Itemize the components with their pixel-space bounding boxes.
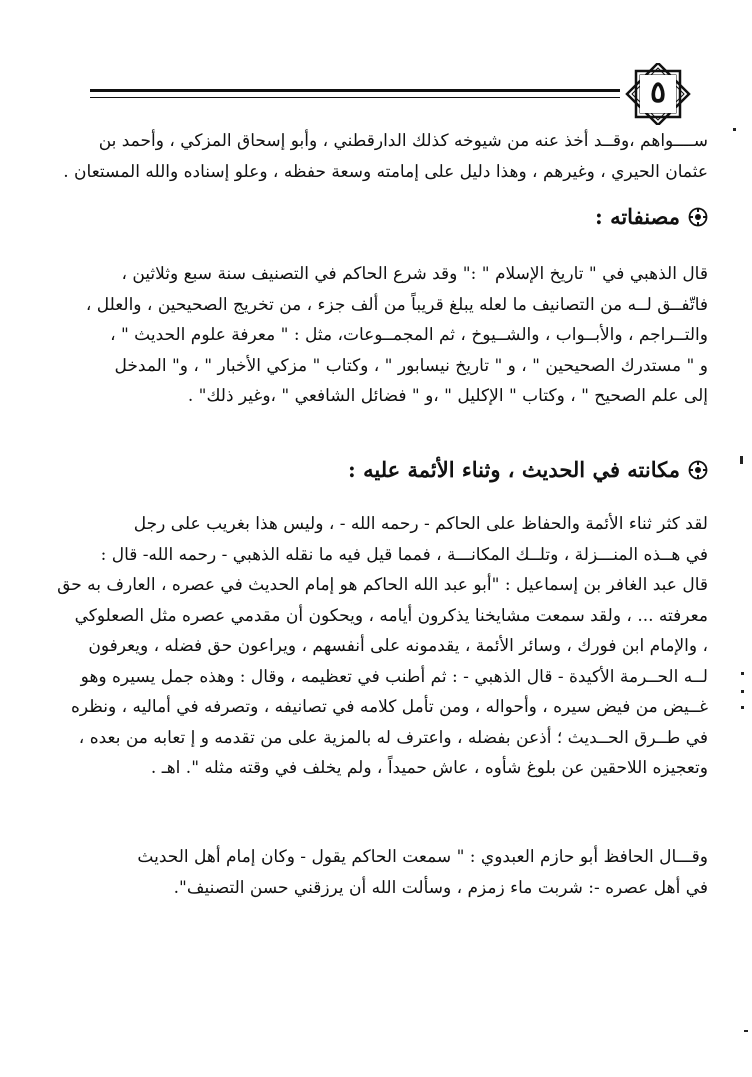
scan-speck bbox=[744, 1030, 748, 1032]
text-line: والتــراجم ، والأبــواب ، والشــيوخ ، ثم المجمــوعات، مثل : " معرفة علوم الحديث " ، bbox=[110, 325, 708, 345]
text-line: إلى علم الصحيح " ، وكتاب " الإكليل " ،و " فضائل الشافعي " ،وغير ذلك" . bbox=[187, 386, 708, 406]
paragraph-praise bbox=[40, 509, 708, 784]
text-line: غــيض من فيض سيره ، وأحواله ، ومن تأمل كلامه في تصانيفه ، وتصرفه في أماليه ، ونظره bbox=[71, 697, 708, 717]
text-line: ســــواهم ،وقــد أخذ عنه من شيوخه كذلك الدارقطني ، وأبو إسحاق المزكي ، وأحمد بن bbox=[98, 131, 708, 151]
text-line: ، والإمام ابن فورك ، وسائر الأئمة ، يقدمونه على أنفسهم ، ويراعون حق فضله ، ويعرفون bbox=[88, 636, 708, 656]
scan-speck bbox=[740, 456, 743, 464]
text-line: عثمان الحيري ، وغيرهم ، وهذا دليل على إمامته وسعة حفظه ، وعلو إسناده والله المستعان . bbox=[63, 161, 708, 182]
scan-speck bbox=[741, 672, 744, 675]
flower-bullet-icon bbox=[688, 460, 708, 480]
text-line: لقد كثر ثناء الأئمة والحفاظ على الحاكم - رحمه الله - ، وليس هذا بغريب على رجل bbox=[133, 514, 708, 534]
text-line: في هــذه المنـــزلة ، وتلــك المكانـــة ، فمما قيل فيه ما نقله الذهبي - رحمه الله- قال : bbox=[100, 544, 708, 565]
heading-text: مصنفاته : bbox=[595, 204, 680, 229]
flower-bullet-icon bbox=[688, 207, 708, 227]
text-line: و " مستدرك الصحيحين " ، و " تاريخ نيسابور " ، وكتاب " مزكي الأخبار " ، و" المدخل bbox=[114, 355, 708, 376]
section-heading-works bbox=[40, 202, 708, 232]
heading-text: مكانته في الحديث ، وثناء الأئمة عليه : bbox=[348, 457, 680, 482]
text-line: قال عبد الغافر بن إسماعيل : "أبو عبد الله الحاكم هو إمام الحديث في عصره ، العارف به حق bbox=[57, 575, 708, 595]
text-line: وقـــال الحافظ أبو حازم العبدوي : " سمعت الحاكم يقول - وكان إمام أهل الحديث bbox=[137, 847, 708, 867]
header-rule-thin bbox=[90, 97, 620, 98]
scan-speck bbox=[741, 706, 744, 709]
page-number: ٥ bbox=[649, 75, 667, 110]
text-line: فاتّفــق لــه من التصانيف ما لعله يبلغ قريباً من ألف جزء ، من تخريج الصحيحين ، والعلل ، bbox=[85, 294, 708, 315]
paragraph-teachers bbox=[40, 126, 708, 187]
scan-speck bbox=[733, 128, 736, 131]
section-heading-status bbox=[40, 455, 708, 485]
text-line: معرفته ... ، ولقد سمعت مشايخنا يذكرون أيامه ، ويحكون أن مقدمي عصره مثل الصعلوكي bbox=[74, 605, 708, 626]
scan-speck bbox=[741, 690, 744, 693]
text-line: في أهل عصره -: شربت ماء زمزم ، وسألت الله أن يرزقني حسن التصنيف". bbox=[173, 877, 708, 898]
header-rule-thick bbox=[90, 89, 620, 92]
paragraph-works bbox=[40, 259, 708, 412]
paragraph-zamzam bbox=[40, 842, 708, 903]
text-line: لــه الحــرمة الأكيدة - قال الذهبي - : ثم أطنب في تعظيمه ، وقال : وهذه جمل يسيره وهو bbox=[80, 666, 708, 687]
text-line: في طــرق الحــديث ؛ أذعن بفضله ، واعترف له بالمزية على من تقدمه و إ تعابه من بعده ، bbox=[78, 727, 708, 748]
text-line: قال الذهبي في " تاريخ الإسلام " :" وقد شرع الحاكم في التصنيف سنة سبع وثلاثين ، bbox=[121, 264, 708, 284]
text-line: وتعجيزه اللاحقين عن بلوغ شأوه ، عاش حميداً ، ولم يخلف في وقته مثله ". اهـ . bbox=[150, 758, 708, 778]
